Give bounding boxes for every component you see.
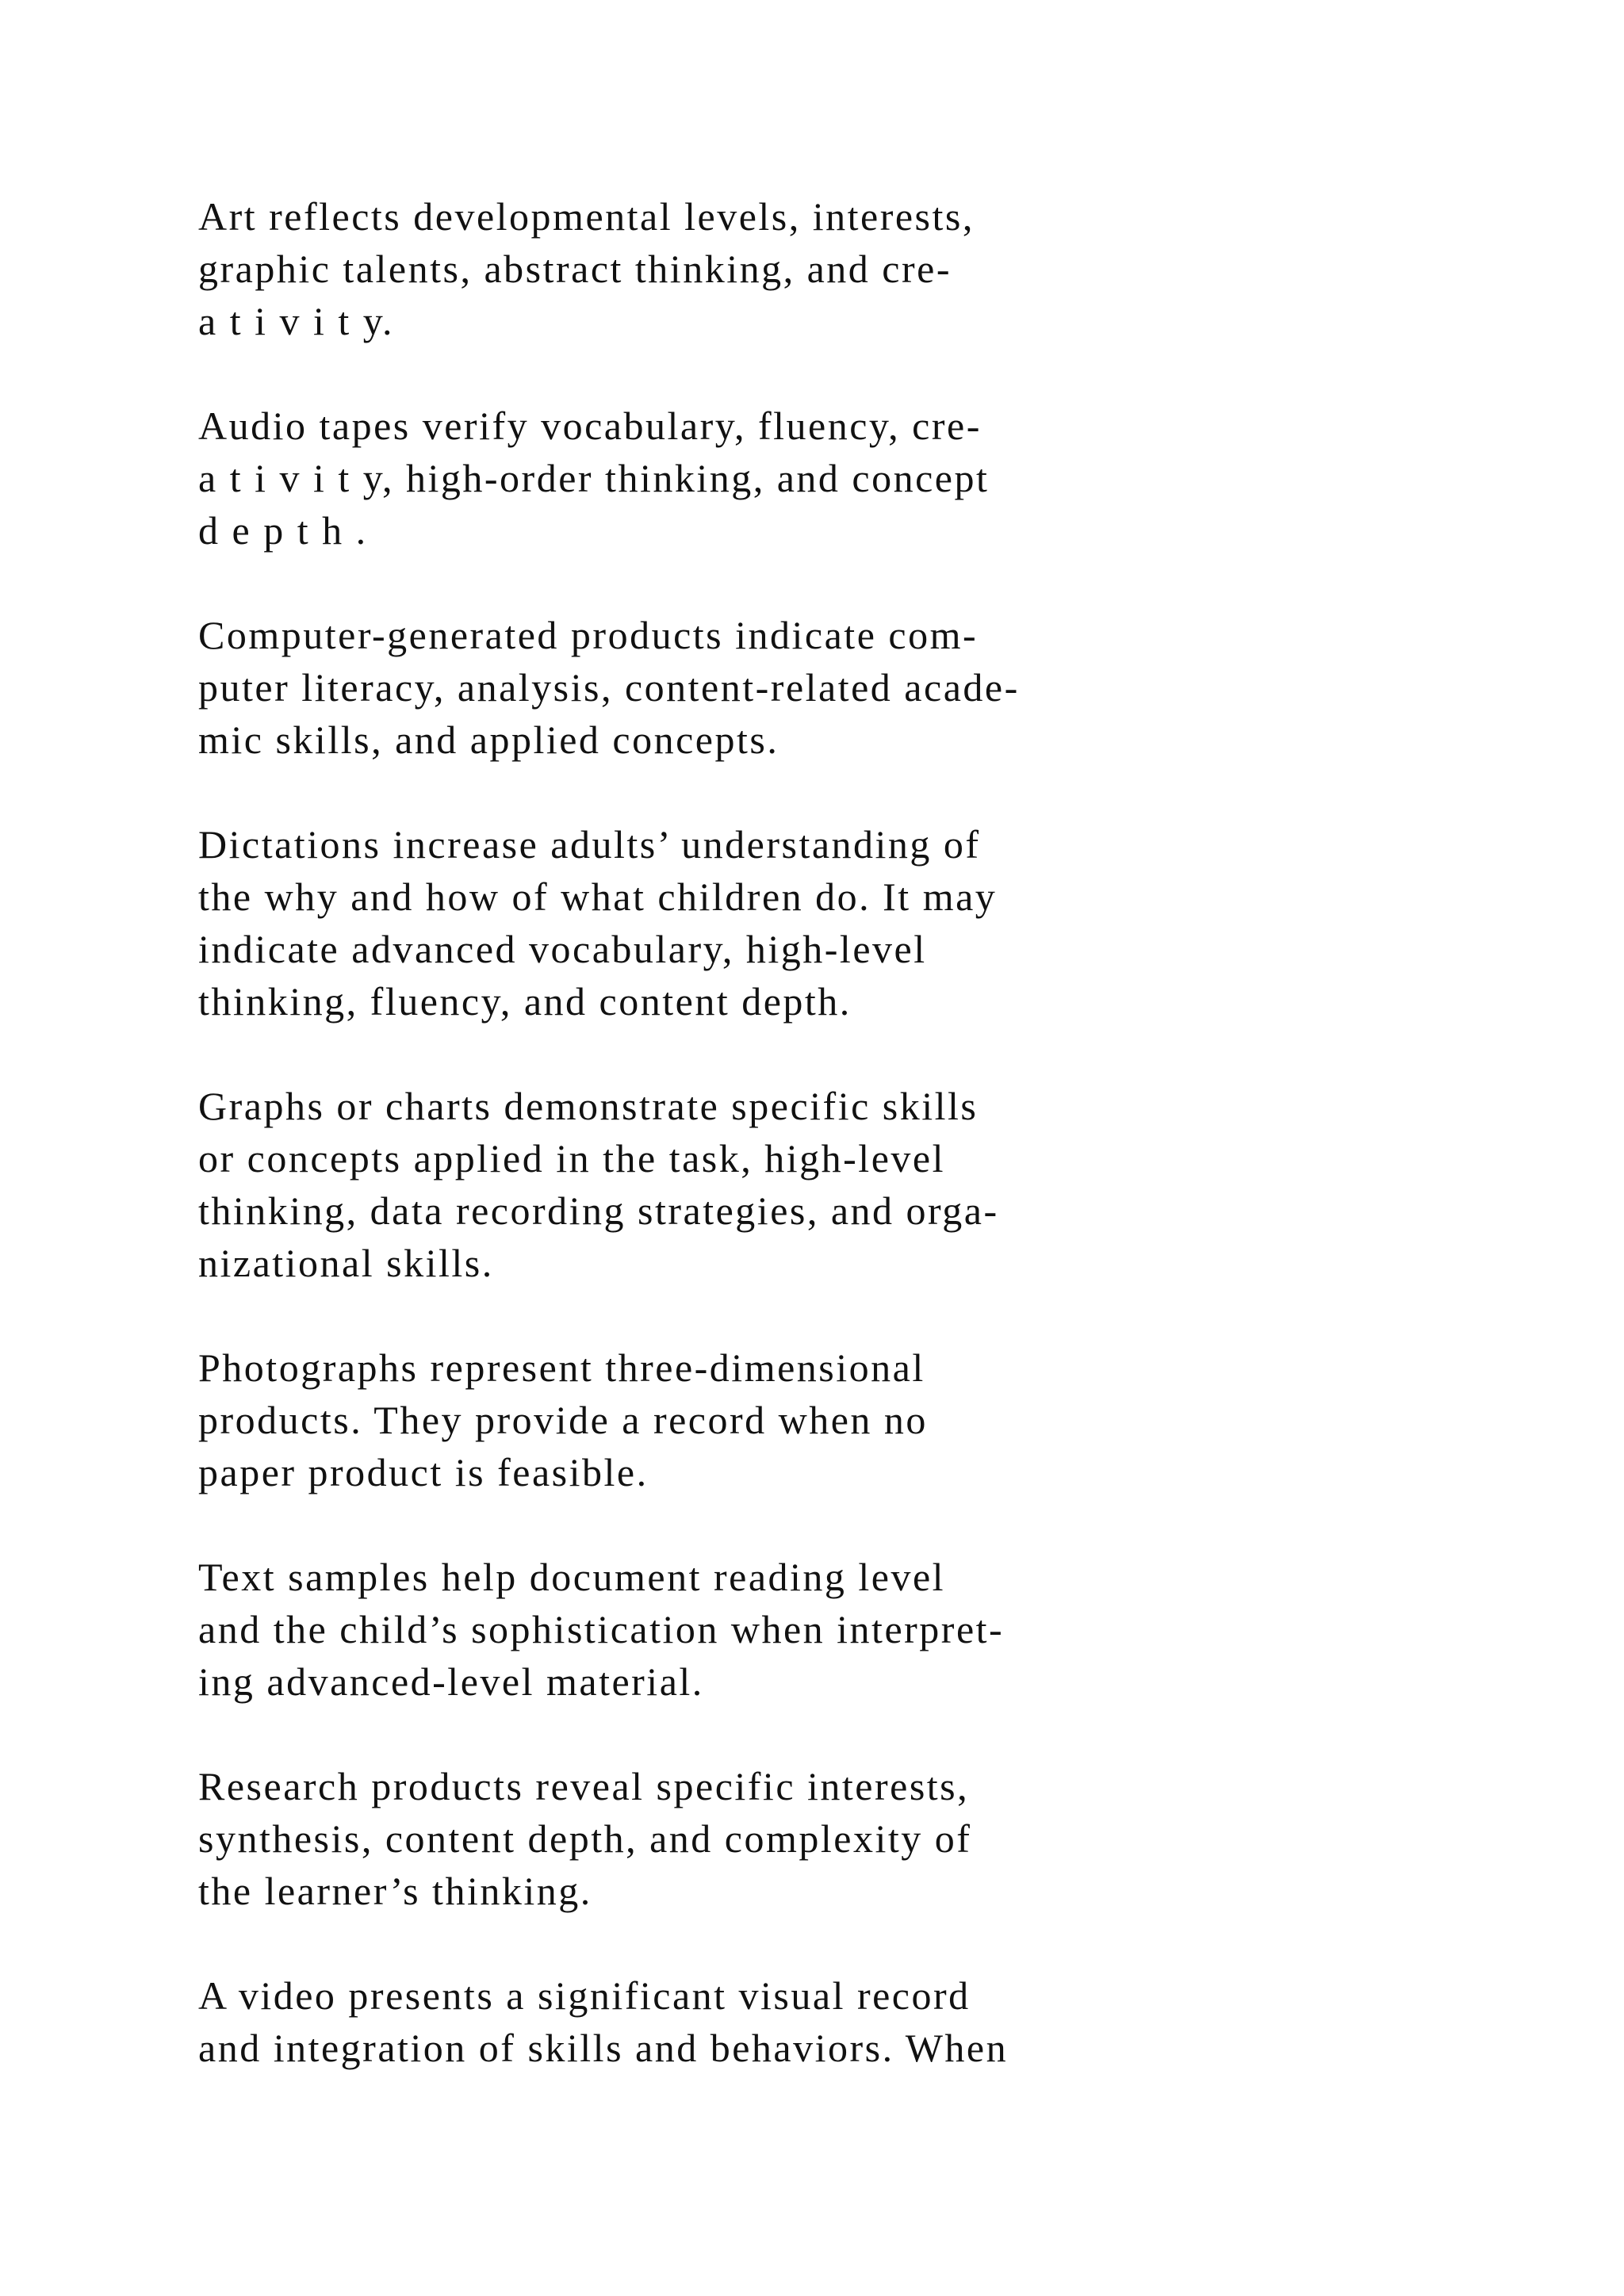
text-line: mic skills, and applied concepts. (198, 718, 779, 762)
paragraph (198, 818, 1435, 1027)
text-line: Graphs or charts demonstrate specific skills (198, 1084, 979, 1128)
paragraph (198, 1341, 1435, 1498)
text-line: d e p t h . (198, 508, 368, 553)
text-line: Research products reveal specific interests, (198, 1764, 970, 1808)
paragraph (198, 1080, 1435, 1289)
text-line: puter literacy, analysis, content-related acade- (198, 665, 1020, 710)
text-line: thinking, data recording strategies, and orga- (198, 1188, 999, 1233)
text-line: nizational skills. (198, 1241, 494, 1285)
text-line: Audio tapes verify vocabulary, fluency, cre- (198, 404, 982, 448)
text-line: Computer-generated products indicate com- (198, 613, 979, 657)
paragraph (198, 400, 1435, 557)
paragraph (198, 1760, 1435, 1917)
text-line: and integration of skills and behaviors. When (198, 2026, 1009, 2070)
paragraph (198, 190, 1435, 347)
text-line: a t i v i t y. (198, 299, 395, 343)
text-line: Art reflects developmental levels, interests, (198, 194, 975, 239)
paragraph (198, 1551, 1435, 1708)
paragraph (198, 1969, 1435, 2074)
document-body (198, 190, 1435, 2126)
text-line: paper product is feasible. (198, 1450, 649, 1494)
text-line: the learner’s thinking. (198, 1869, 592, 1913)
text-line: Photographs represent three-dimensional (198, 1345, 925, 1390)
text-line: graphic talents, abstract thinking, and cre- (198, 247, 952, 291)
text-line: ing advanced-level material. (198, 1659, 704, 1704)
text-line: thinking, fluency, and content depth. (198, 979, 852, 1024)
text-line: indicate advanced vocabulary, high-level (198, 927, 927, 971)
text-line: Text samples help document reading level (198, 1555, 946, 1599)
paragraph (198, 609, 1435, 766)
text-line: or concepts applied in the task, high-level (198, 1136, 945, 1181)
text-line: products. They provide a record when no (198, 1398, 928, 1442)
text-line: synthesis, content depth, and complexity of (198, 1816, 972, 1861)
text-line: Dictations increase adults’ understanding of (198, 822, 981, 867)
text-line: A video presents a significant visual record (198, 1973, 971, 2018)
text-line: the why and how of what children do. It may (198, 874, 998, 919)
text-line: a t i v i t y, high-order thinking, and concept (198, 456, 990, 500)
text-line: and the child’s sophistication when interpret- (198, 1607, 1005, 1651)
